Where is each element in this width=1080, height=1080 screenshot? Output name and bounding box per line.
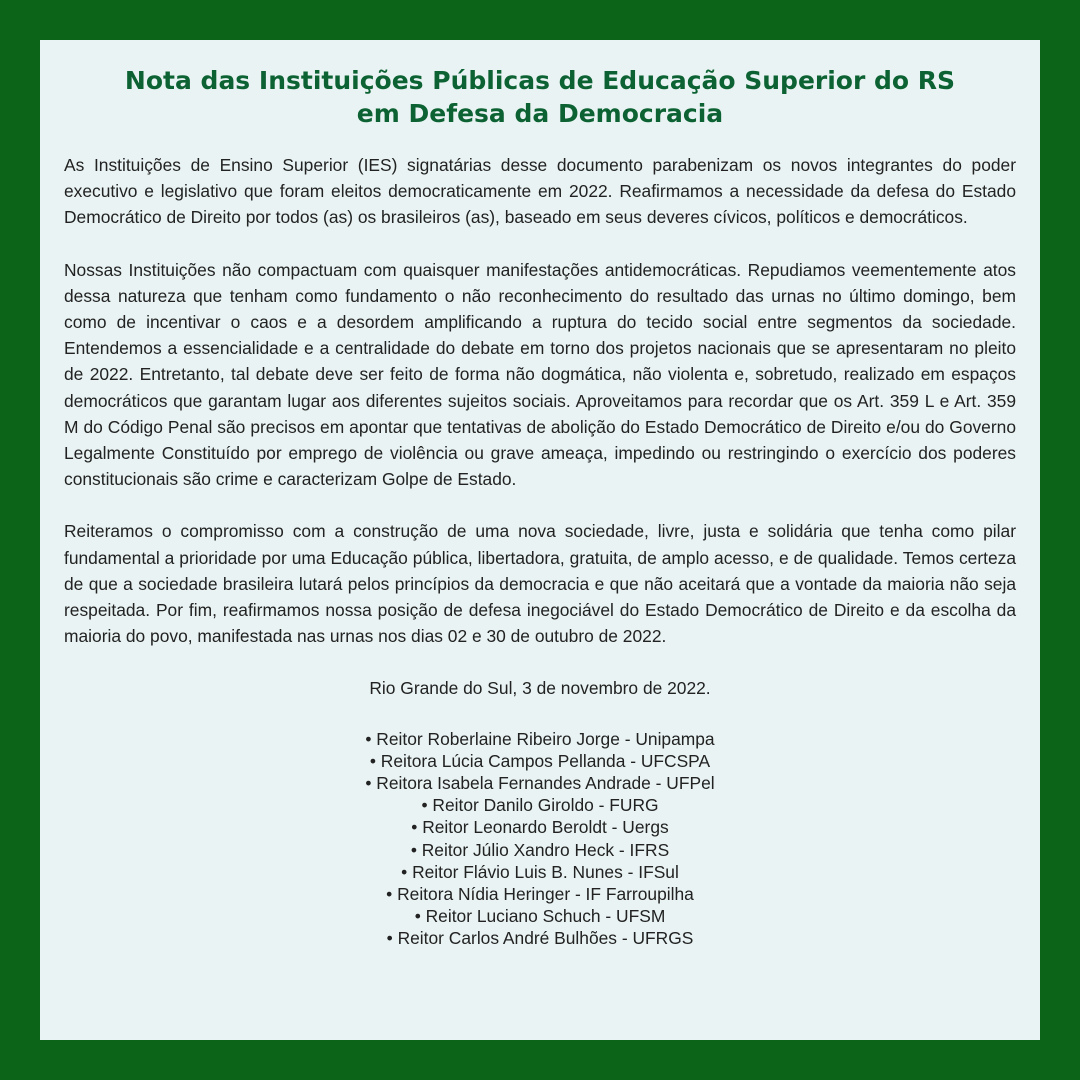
signatory-item: • Reitor Leonardo Beroldt - Uergs xyxy=(411,817,669,838)
signatories-list xyxy=(64,728,1016,950)
signatory-item: • Reitora Isabela Fernandes Andrade - UFPel xyxy=(365,773,715,794)
document-body xyxy=(64,152,1016,702)
signatory-item: • Reitora Nídia Heringer - IF Farroupilha xyxy=(386,884,694,905)
document-title xyxy=(64,64,1016,130)
signatory-item: • Reitor Carlos André Bulhões - UFRGS xyxy=(386,928,694,949)
signatory-item: • Reitor Júlio Xandro Heck - IFRS xyxy=(410,839,670,860)
date-line: Rio Grande do Sul, 3 de novembro de 2022. xyxy=(369,678,711,699)
title-line-2: em Defesa da Democracia xyxy=(356,99,724,128)
signatory-item: • Reitor Roberlaine Ribeiro Jorge - Unipampa xyxy=(365,728,715,749)
paragraph-2: Nossas Instituições não compactuam com quaisquer manifestações antidemocráticas. Repudiamos veementemente atos dessa natureza que tenham como fundamento o não reconhecimento do resultado das urnas no último domingo, bem como de incentivar o caos e a desordem amplificando a ruptura do tecido social entre segmentos da sociedade. Entendemos a essencialidade e a centralidade do debate em torno dos projetos nacionais que se apresentaram no pleito de 2022. Entretanto, tal debate deve ser feito de forma não dogmática, não violenta e, sobretudo, realizado em espaços democráticos que garantam lugar aos diferentes sujeitos sociais. Aproveitamos para recordar que os Art. 359 L e Art. 359 M do Código Penal são precisos em apontar que tentativas de abolição do Estado Democrático de Direito e/ou do Governo Legalmente Constituído por emprego de violência ou grave ameaça, impedindo ou restringindo o exercício dos poderes constitucionais são crime e caracterizam Golpe de Estado. xyxy=(64,259,1016,490)
signatory-item: • Reitor Flávio Luis B. Nunes - IFSul xyxy=(401,861,679,882)
signatory-item: • Reitora Lúcia Campos Pellanda - UFCSPA xyxy=(369,750,711,771)
title-line-1: Nota das Instituições Públicas de Educação Superior do RS xyxy=(124,66,956,95)
paragraph-1: As Instituições de Ensino Superior (IES) signatárias desse documento parabenizam os novos integrantes do poder executivo e legislativo que foram eleitos democraticamente em 2022. Reafirmamos a necessidade da defesa do Estado Democrático de Direito por todos (as) os brasileiros (as), baseado em seus deveres cívicos, políticos e democráticos. xyxy=(64,155,1016,228)
paragraph-3: Reiteramos o compromisso com a construção de uma nova sociedade, livre, justa e solidária que tenha como pilar fundamental a prioridade por uma Educação pública, libertadora, gratuita, de amplo acesso, e de qualidade. Temos certeza de que a sociedade brasileira lutará pelos princípios da democracia e que não aceitará que a vontade da maioria não seja respeitada. Por fim, reafirmamos nossa posição de defesa inegociável do Estado Democrático de Direito e da escolha da maioria do povo, manifestada nas urnas nos dias 02 e 30 de outubro de 2022. xyxy=(64,521,1016,647)
signatory-item: • Reitor Danilo Giroldo - FURG xyxy=(421,795,659,816)
signatory-item: • Reitor Luciano Schuch - UFSM xyxy=(414,906,666,927)
document-panel xyxy=(40,40,1040,1040)
